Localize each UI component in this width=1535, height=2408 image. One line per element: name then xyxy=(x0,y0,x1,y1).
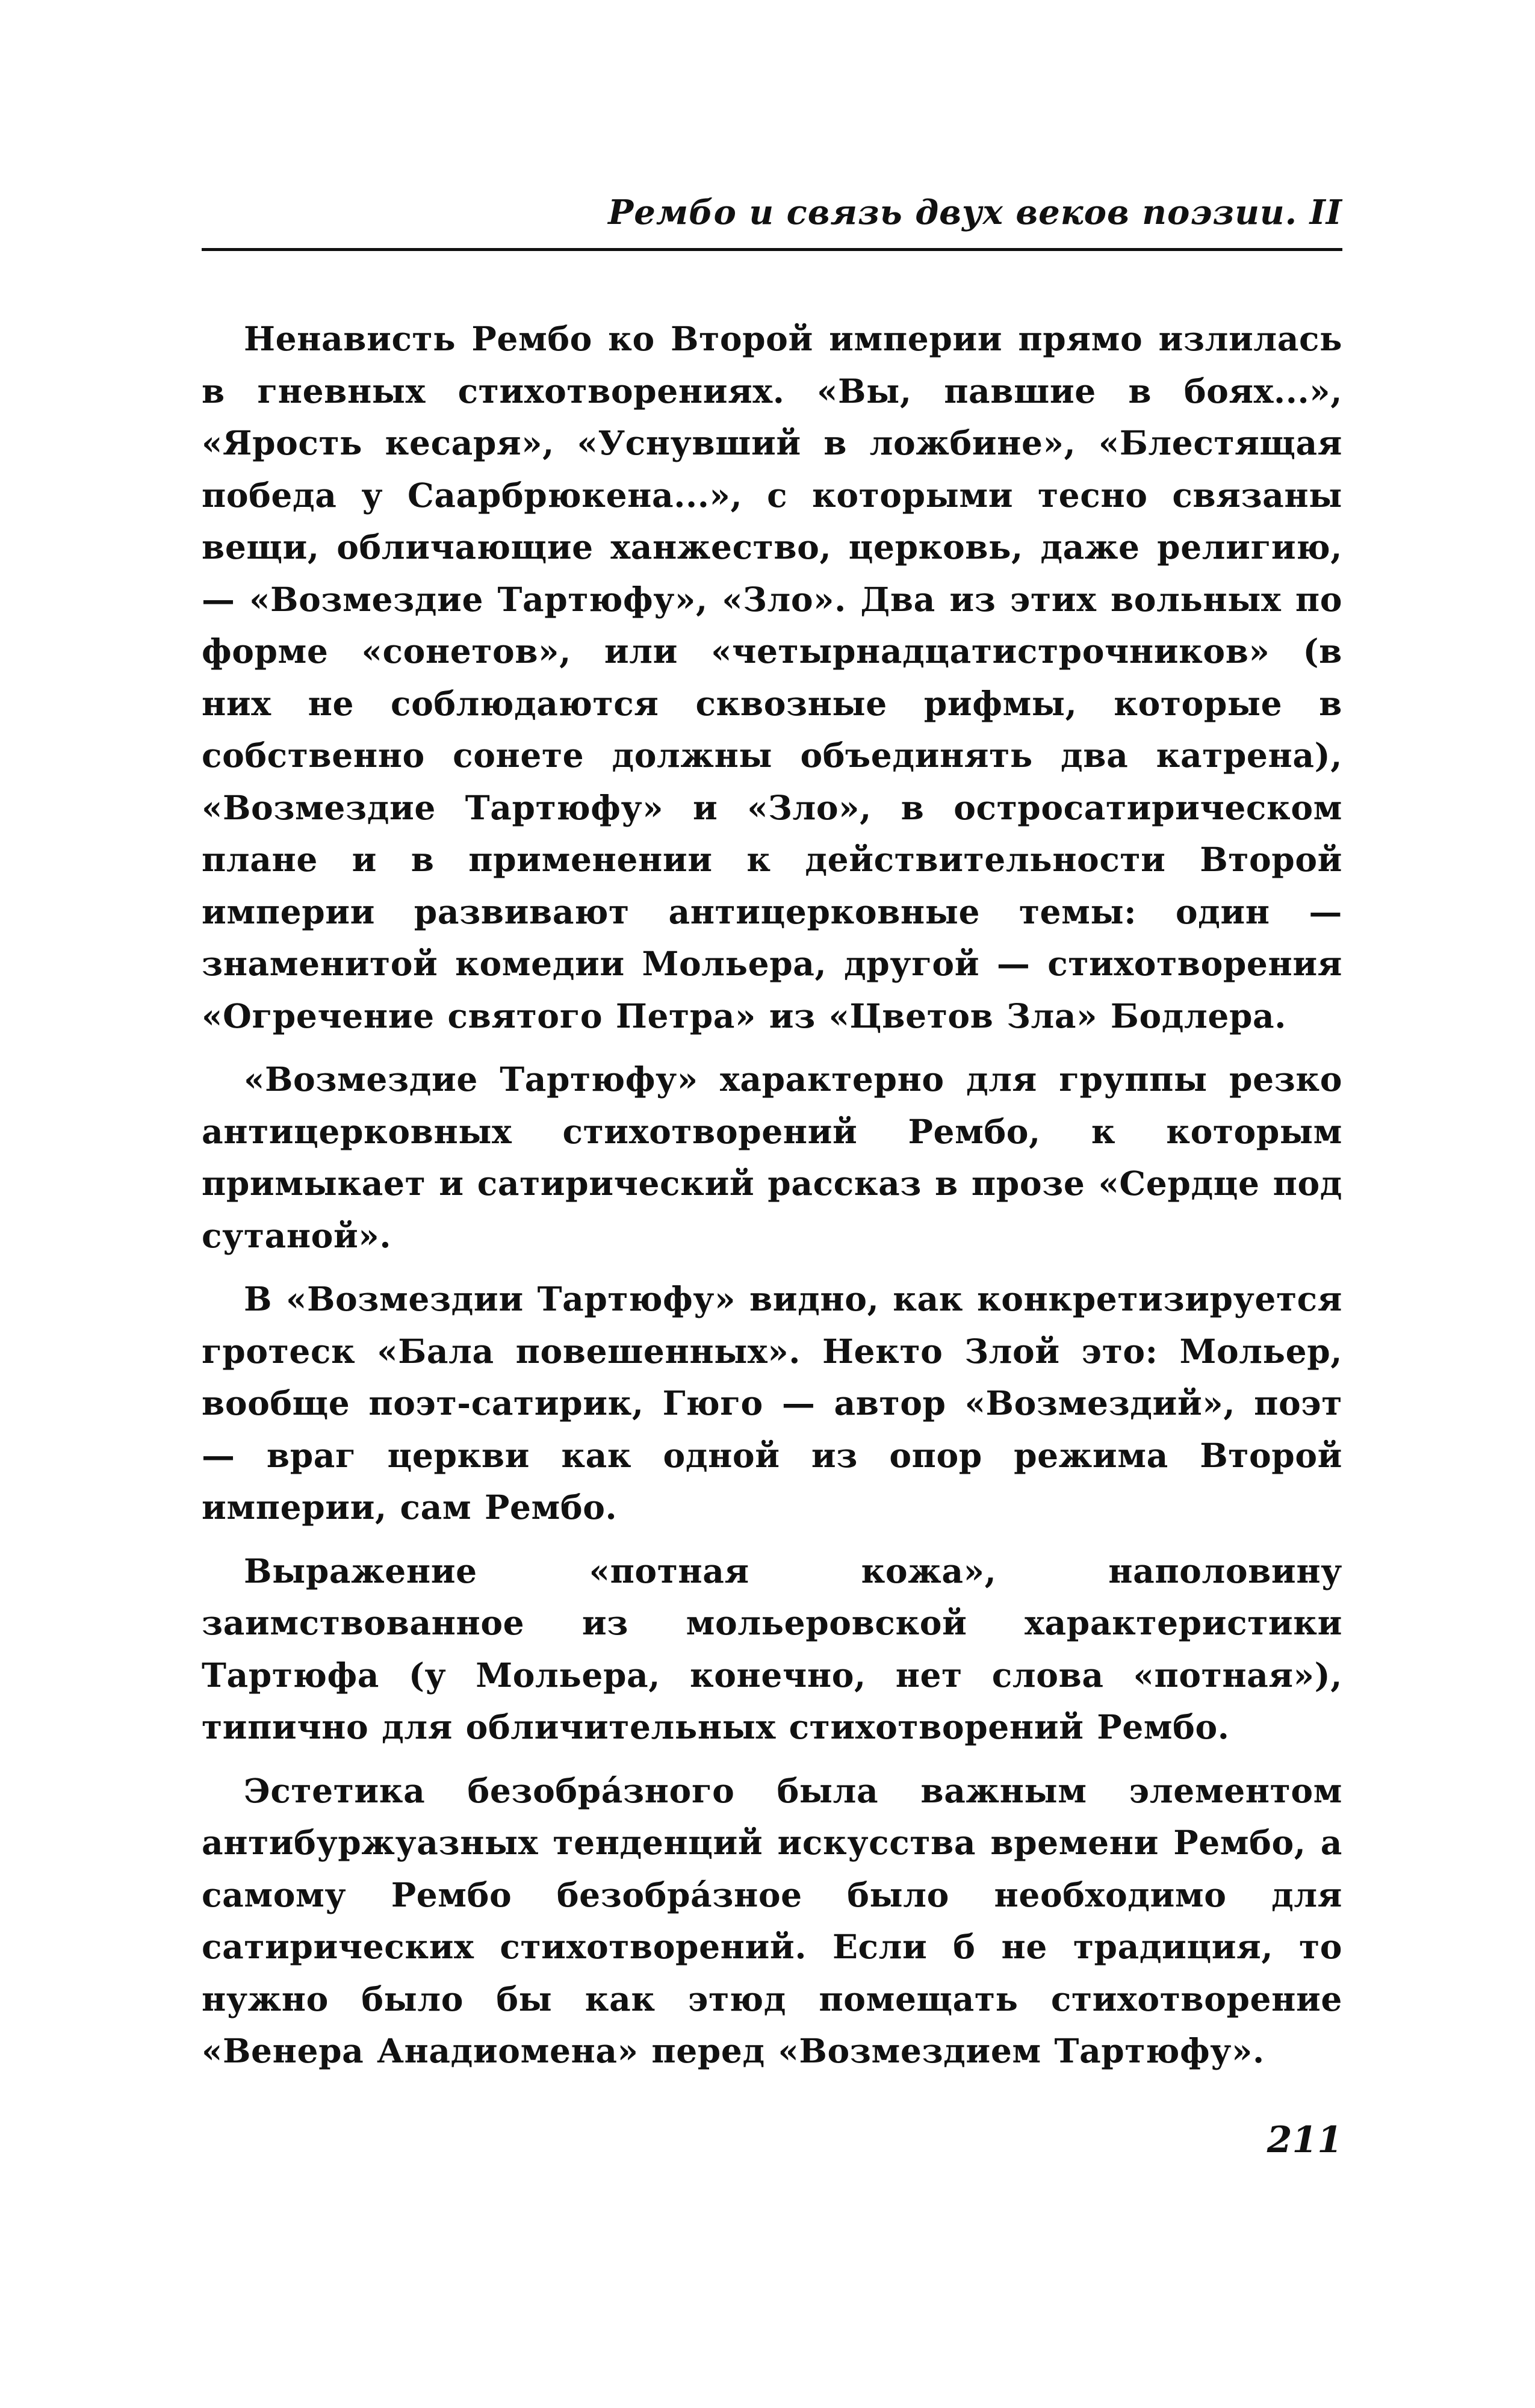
page-number: 211 xyxy=(1267,2119,1342,2161)
paragraph-4: Выражение «потная кожа», наполовину заимствованное из мольеровской характеристики Тартюфа (у Мольера, конечно, нет слова «потная»), типично для обличительных стихотворений Рембо. xyxy=(202,1551,1342,1746)
running-head: Рембо и связь двух веков поэзии. II xyxy=(608,193,1342,232)
paragraph-5: Эстетика безобра́зного была важным элементом антибуржуазных тенденций искусства времени Рембо, а самому Рембо безобра́зное было необходимо для сатирических стихотворений. Если б не традиция, то нужно было бы как этюд помещать стихотворение «Венера Анадиомена» перед «Возмездием Тартюфу». xyxy=(202,1770,1342,2070)
body-text xyxy=(202,313,1342,2089)
paragraph-3: В «Возмездии Тартюфу» видно, как конкретизируется гротеск «Бала повешенных». Некто Злой это: Мольер, вообще поэт-сатирик, Гюго — автор «Возмездий», поэт — враг церкви как одной из опор режима Второй империи, сам Рембо. xyxy=(202,1279,1342,1527)
paragraph-1: Ненависть Рембо ко Второй империи прямо излилась в гневных стихотворениях. «Вы, павшие в боях...», «Ярость кесаря», «Уснувший в ложбине», «Блестящая победа у Саарбрюкена...», с которыми тесно связаны вещи, обличающие ханжество, церковь, даже религию,— «Возмездие Тартюфу», «Зло». Два из этих вольных по форме «сонетов», или «четырнадцатистрочников» (в них не соблюдаются сквозные рифмы, которые в собственно сонете должны объединять два катрена), «Возмездие Тартюфу» и «Зло», в остросатирическом плане и в применении к действительности Второй империи развивают антицерковные темы: один — знаменитой комедии Мольера, другой — стихотворения «Огречение святого Петра» из «Цветов Зла» Бодлера. xyxy=(202,319,1342,1035)
paragraph-2: «Возмездие Тартюфу» характерно для группы резко антицерковных стихотворений Рембо, к которым примыкает и сатирический рассказ в прозе «Сердце под сутаной». xyxy=(202,1060,1342,1255)
header-rule xyxy=(202,248,1342,251)
